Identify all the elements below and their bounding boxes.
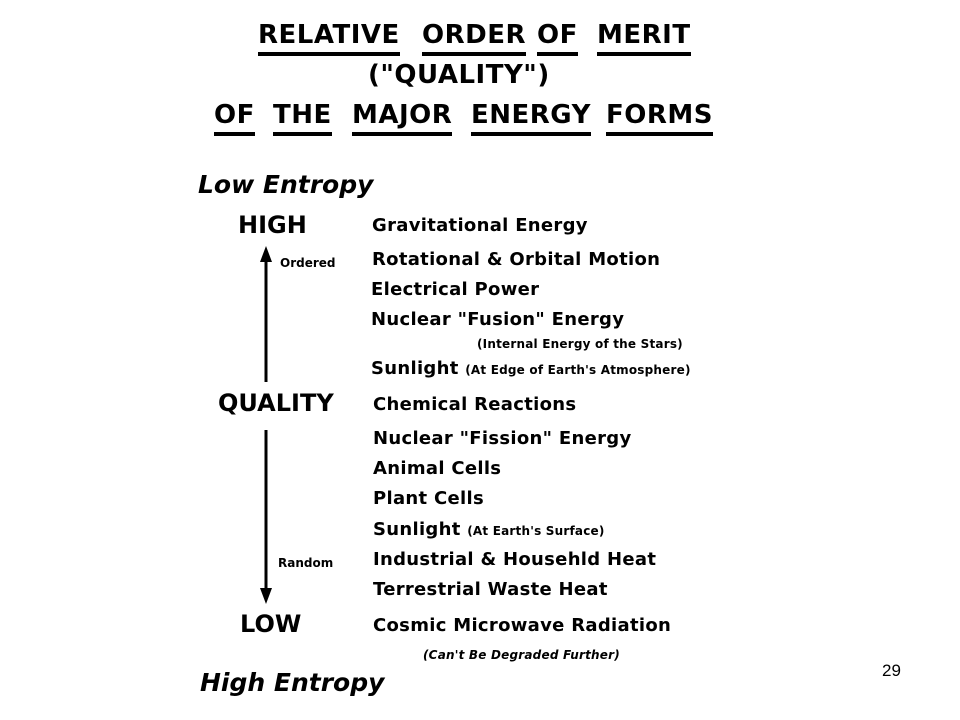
title-word-major: MAJOR: [352, 100, 452, 136]
energy-form-sunlight-atmosphere: [371, 358, 691, 381]
title-word-forms: FORMS: [606, 100, 713, 136]
energy-form-electrical: Electrical Power: [371, 279, 540, 300]
sunlight-label-2: Sunlight: [373, 519, 461, 540]
energy-form-fusion: Nuclear "Fusion" Energy: [371, 309, 625, 330]
energy-form-gravitational: Gravitational Energy: [372, 215, 588, 236]
page-number: 29: [882, 661, 901, 680]
title-quality: ("QUALITY"): [368, 60, 550, 90]
down-arrow: [260, 430, 272, 604]
energy-form-cosmic-microwave: Cosmic Microwave Radiation: [373, 615, 672, 636]
title-word-energy: ENERGY: [471, 100, 591, 136]
ordered-label: Ordered: [280, 256, 336, 270]
energy-form-plant-cells: Plant Cells: [373, 488, 484, 509]
title-word-order: ORDER: [422, 20, 526, 56]
energy-form-fission: Nuclear "Fission" Energy: [373, 428, 632, 449]
title-word-of-2: OF: [214, 100, 255, 136]
energy-form-waste-heat: Terrestrial Waste Heat: [373, 579, 608, 600]
title-word-the: THE: [273, 100, 332, 136]
up-arrow: [260, 246, 272, 382]
title-word-relative: RELATIVE: [258, 20, 400, 56]
energy-form-fusion-note: (Internal Energy of the Stars): [477, 337, 683, 351]
level-high: HIGH: [238, 211, 307, 239]
title-word-merit: MERIT: [597, 20, 691, 56]
low-entropy-label: Low Entropy: [198, 170, 374, 199]
random-label: Random: [278, 556, 334, 570]
energy-form-sunlight-surface: [373, 519, 605, 542]
energy-form-chemical: Chemical Reactions: [373, 394, 577, 415]
sunlight-surface-note: (At Earth's Surface): [467, 524, 605, 538]
energy-form-industrial-heat: Industrial & Househld Heat: [373, 549, 657, 570]
sunlight-atmosphere-note: (At Edge of Earth's Atmosphere): [465, 363, 691, 377]
title-word-of: OF: [537, 20, 578, 56]
high-entropy-label: High Entropy: [200, 668, 385, 697]
cosmic-microwave-note: (Can't Be Degraded Further): [423, 648, 620, 662]
level-quality: QUALITY: [218, 389, 334, 417]
level-low: LOW: [240, 610, 302, 638]
energy-form-animal-cells: Animal Cells: [373, 458, 502, 479]
sunlight-label: Sunlight: [371, 358, 459, 379]
energy-form-rotational: Rotational & Orbital Motion: [372, 249, 661, 270]
